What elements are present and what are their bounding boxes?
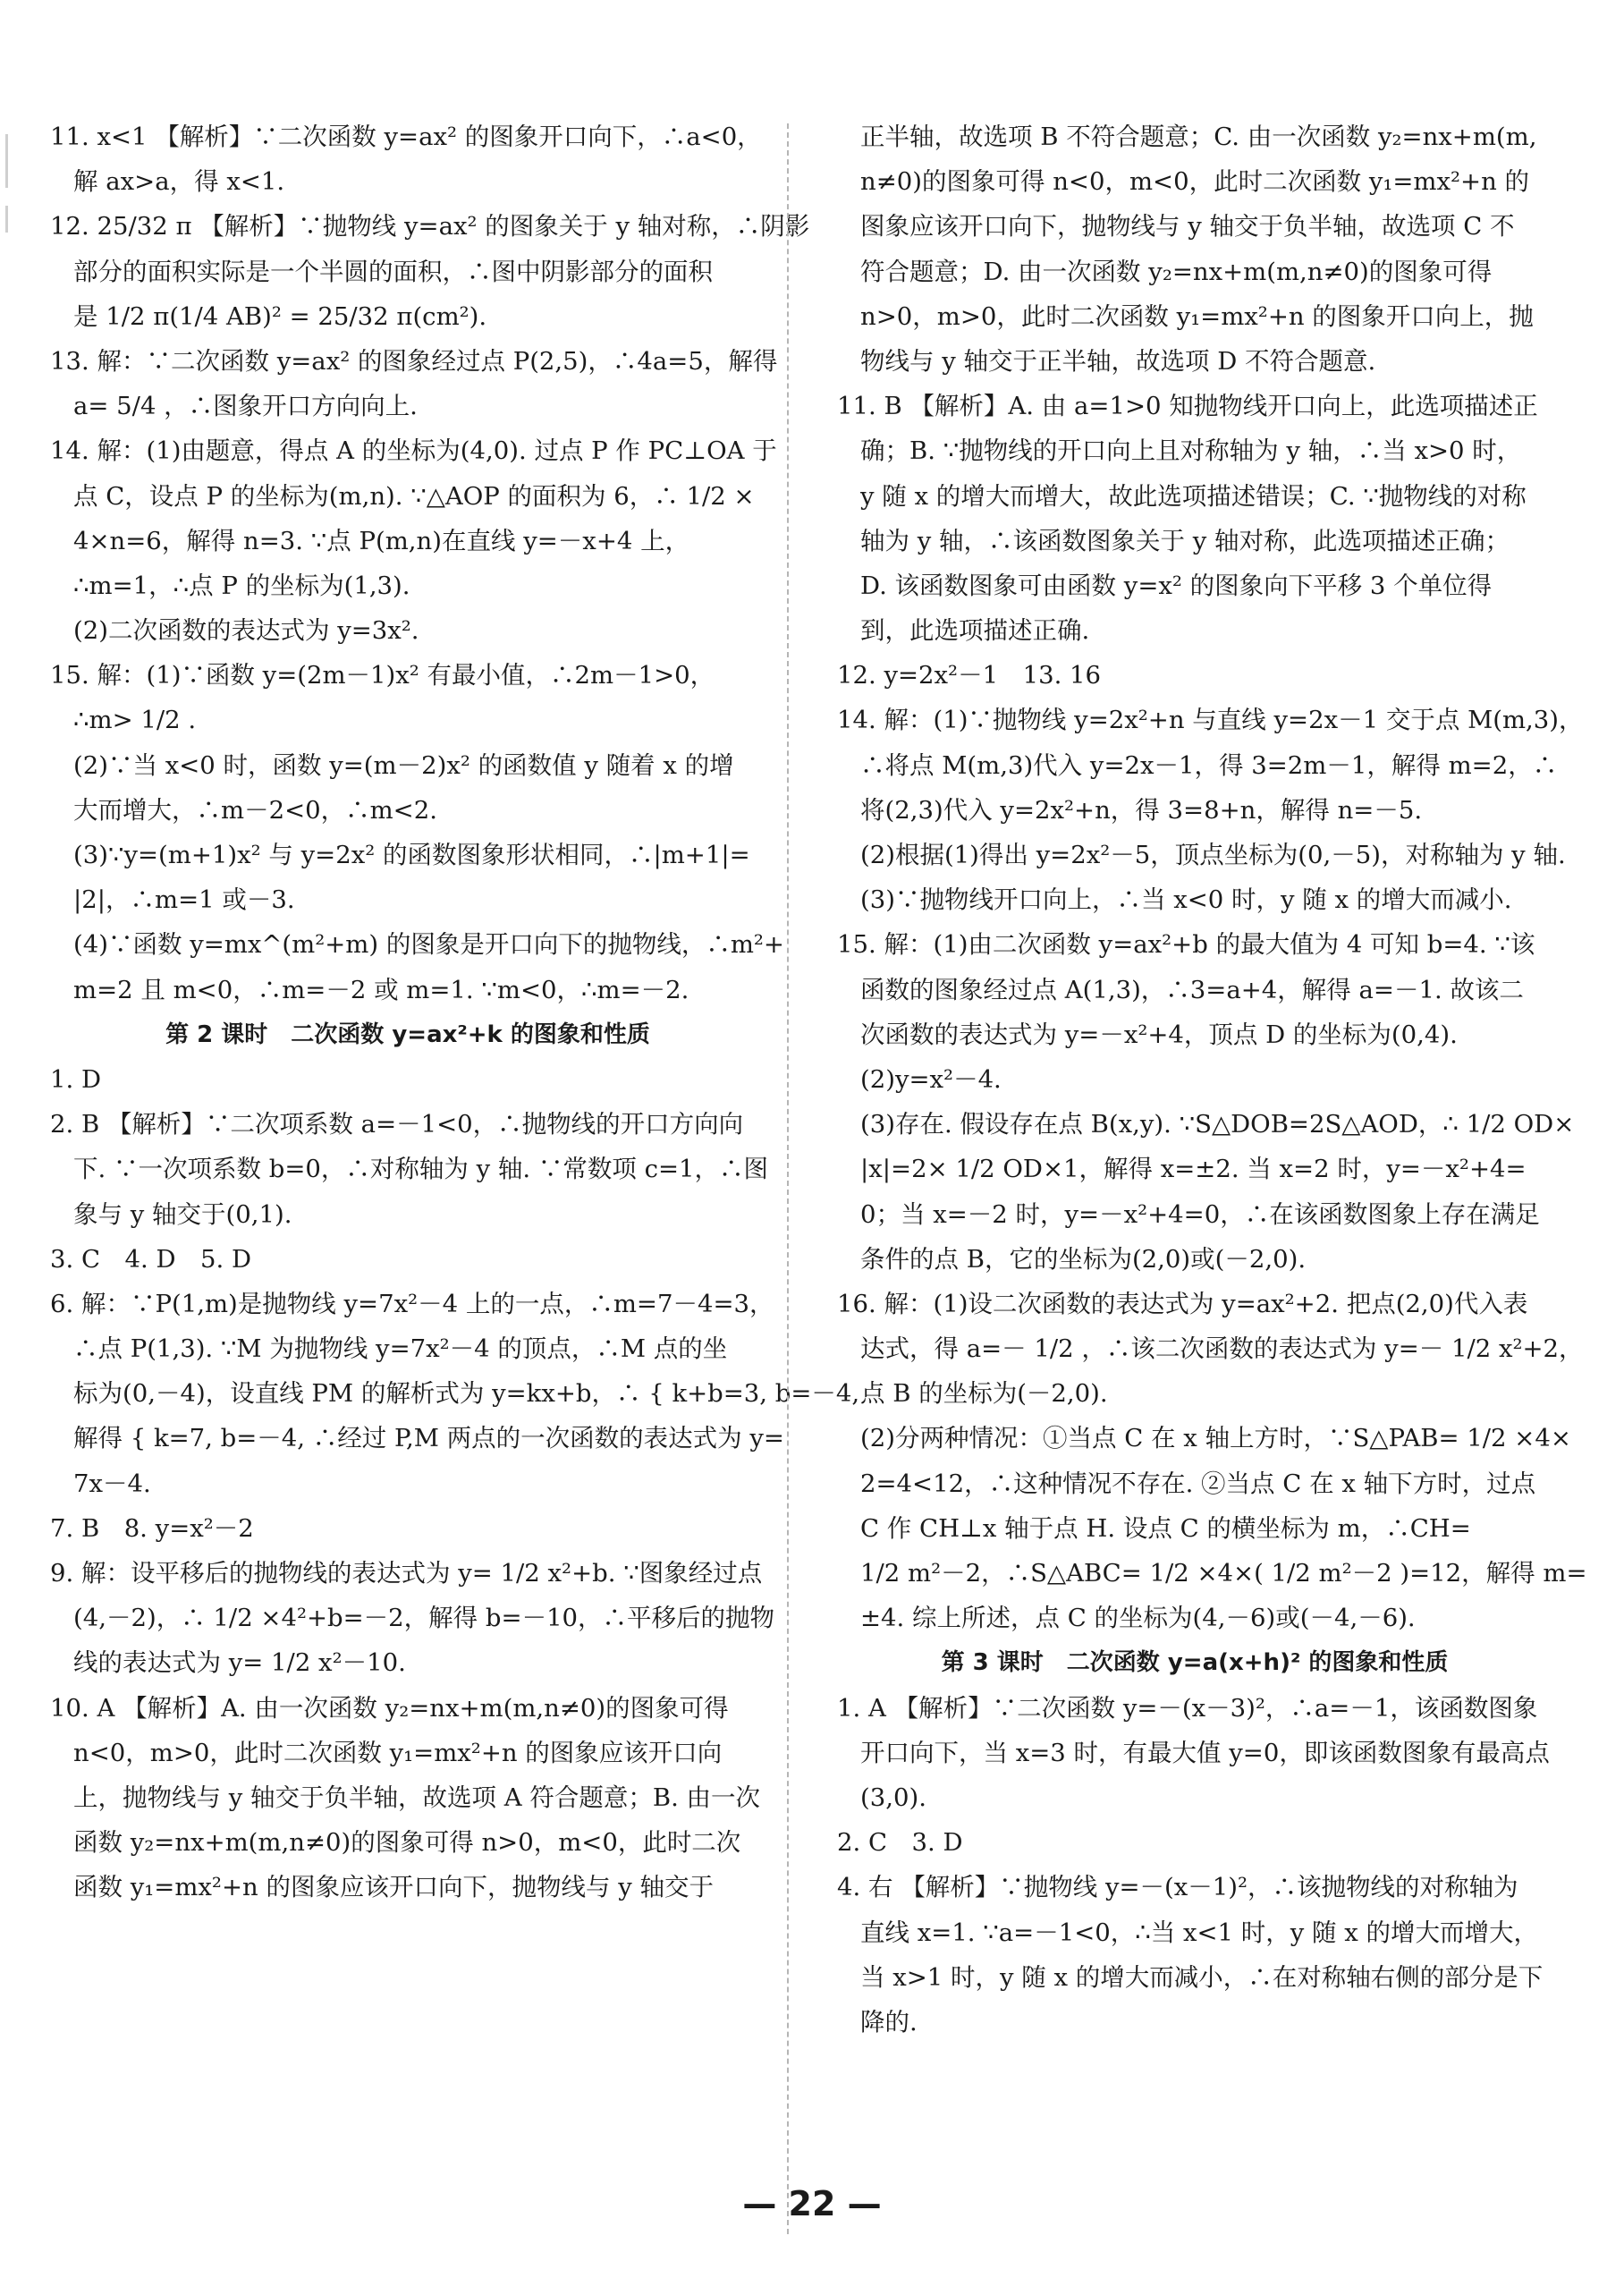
answer-line: (2)二次函数的表达式为 y=3x². — [73, 616, 419, 646]
answer-line: 16. 解：(1)设二次函数的表达式为 y=ax²+2. 把点(2,0)代入表 — [837, 1289, 1528, 1318]
answer-line: 13. 解：∵二次函数 y=ax² 的图象经过点 P(2,5)，∴4a=5，解得 — [50, 346, 778, 376]
answer-line: D. 该函数图象可由函数 y=x² 的图象向下平移 3 个单位得 — [860, 571, 1493, 600]
answer-line: 7. B 8. y=x²－2 — [50, 1513, 254, 1543]
answer-line: m=2 且 m<0，∴m=－2 或 m=1. ∵m<0，∴m=－2. — [73, 975, 689, 1004]
answer-line: (3)存在. 假设存在点 B(x,y). ∵S△DOB=2S△AOD，∴ 1/2 OD× — [860, 1110, 1575, 1139]
answer-line: 正半轴，故选项 B 不符合题意；C. 由一次函数 y₂=nx+m(m, — [860, 123, 1537, 151]
answer-line: 12. y=2x²－1 13. 16 — [837, 661, 1102, 690]
answer-line: 将(2,3)代入 y=2x²+n，得 3=8+n，解得 n=－5. — [860, 795, 1423, 825]
answer-line: (4,－2)，∴ 1/2 ×4²+b=－2，解得 b=－10，∴平移后的抛物 — [73, 1604, 775, 1633]
answer-line: (2)根据(1)得出 y=2x²－5，顶点坐标为(0,－5)，对称轴为 y 轴. — [860, 841, 1566, 869]
answer-line: 是 1/2 π(1/4 AB)² = 25/32 π(cm²). — [73, 301, 487, 331]
answer-line: 点 B 的坐标为(－2,0). — [860, 1379, 1108, 1409]
answer-line: 12. 25/32 π 【解析】∵抛物线 y=ax² 的图象关于 y 轴对称，∴阴影 — [50, 212, 810, 241]
answer-line: 11. x<1 【解析】∵二次函数 y=ax² 的图象开口向下，∴a<0， — [50, 123, 762, 151]
answer-line: 14. 解：(1)由题意，得点 A 的坐标为(4,0). 过点 P 作 PC⊥OA 于 — [50, 436, 777, 466]
answer-line: |x|=2× 1/2 OD×1，解得 x=±2. 当 x=2 时，y=－x²+4= — [860, 1155, 1527, 1184]
answer-line: ∴点 P(1,3). ∵M 为抛物线 y=7x²－4 的顶点，∴M 点的坐 — [73, 1334, 728, 1364]
answer-line: 4×n=6，解得 n=3. ∵点 P(m,n)在直线 y=－x+4 上， — [73, 526, 690, 555]
answer-line: 函数的图象经过点 A(1,3)，∴3=a+4，解得 a=－1. 故该二 — [860, 975, 1524, 1004]
answer-line: 大而增大，∴m－2<0，∴m<2. — [73, 795, 437, 825]
answer-line: 函数 y₁=mx²+n 的图象应该开口向下，抛物线与 y 轴交于 — [73, 1873, 714, 1902]
answer-line: 下. ∵一次项系数 b=0，∴对称轴为 y 轴. ∵常数项 c=1，∴图 — [73, 1155, 769, 1184]
answer-line: 1. D — [50, 1064, 102, 1094]
answer-line: 次函数的表达式为 y=－x²+4，顶点 D 的坐标为(0,4). — [860, 1020, 1458, 1049]
answer-line: 1. A 【解析】∵二次函数 y=－(x－3)²，∴a=－1，该函数图象 — [837, 1693, 1538, 1723]
answer-line: (2)∵当 x<0 时，函数 y=(m－2)x² 的函数值 y 随着 x 的增 — [73, 750, 734, 780]
answer-line: 线的表达式为 y= 1/2 x²－10. — [73, 1648, 406, 1678]
answer-line: 10. A 【解析】A. 由一次函数 y₂=nx+m(m,n≠0)的图象可得 — [50, 1693, 729, 1723]
page-number: — 22 — — [742, 2184, 882, 2223]
answer-line: 11. B 【解析】A. 由 a=1>0 知抛物线开口向上，此选项描述正 — [837, 392, 1538, 421]
answer-line: 直线 x=1. ∵a=－1<0，∴当 x<1 时，y 随 x 的增大而增大， — [860, 1918, 1539, 1947]
answer-line: 部分的面积实际是一个半圆的面积，∴图中阴影部分的面积 — [73, 257, 713, 286]
answer-line: 函数 y₂=nx+m(m,n≠0)的图象可得 n>0，m<0，此时二次 — [73, 1828, 741, 1858]
answer-line: ∴m> 1/2 . — [73, 706, 197, 735]
answer-line: 图象应该开口向下，抛物线与 y 轴交于负半轴，故选项 C 不 — [860, 212, 1515, 241]
answer-line: 14. 解：(1)∵抛物线 y=2x²+n 与直线 y=2x－1 交于点 M(m,3)， — [837, 706, 1584, 735]
answer-line: n<0，m>0，此时二次函数 y₁=mx²+n 的图象应该开口向 — [73, 1738, 723, 1767]
answer-line: n≠0)的图象可得 n<0，m<0，此时二次函数 y₁=mx²+n 的 — [860, 167, 1530, 197]
left-column — [50, 114, 860, 1910]
answer-line: (2)y=x²－4. — [860, 1064, 1002, 1094]
answer-line: 标为(0,－4)，设直线 PM 的解析式为 y=kx+b，∴ { k+b=3, b=－4, — [73, 1379, 860, 1409]
answer-line: 2. B 【解析】∵二次项系数 a=－1<0，∴抛物线的开口方向向 — [50, 1110, 744, 1139]
answer-line: n>0，m>0，此时二次函数 y₁=mx²+n 的图象开口向上，抛 — [860, 301, 1534, 331]
answer-line: 4. 右 【解析】∵抛物线 y=－(x－1)²，∴该抛物线的对称轴为 — [837, 1873, 1518, 1902]
answer-line: 0；当 x=－2 时，y=－x²+4=0，∴在该函数图象上存在满足 — [860, 1199, 1540, 1229]
answer-line: (3)∵y=(m+1)x² 与 y=2x² 的函数图象形状相同，∴|m+1|= — [73, 841, 750, 869]
answer-line: 6. 解：∵P(1,m)是抛物线 y=7x²－4 上的一点，∴m=7－4=3， — [50, 1289, 774, 1318]
answer-line: C 作 CH⊥x 轴于点 H. 设点 C 的横坐标为 m，∴CH= — [860, 1513, 1471, 1543]
section-heading: 第 3 课时 二次函数 y=a(x+h)² 的图象和性质 — [941, 1649, 1449, 1677]
answer-line: 1/2 m²－2，∴S△ABC= 1/2 ×4×( 1/2 m²－2 )=12，解得 m= — [860, 1559, 1587, 1588]
scan-edge-mark — [5, 206, 8, 233]
answer-line: 15. 解：(1)由二次函数 y=ax²+b 的最大值为 4 可知 b=4. ∵该 — [837, 930, 1535, 960]
answer-line: (2)分两种情况：①当点 C 在 x 轴上方时，∵S△PAB= 1/2 ×4× — [860, 1424, 1571, 1453]
section-heading: 第 2 课时 二次函数 y=ax²+k 的图象和性质 — [165, 1020, 650, 1048]
answer-line: 开口向下，当 x=3 时，有最大值 y=0，即该函数图象有最高点 — [860, 1738, 1550, 1767]
answer-line: 当 x>1 时，y 随 x 的增大而减小，∴在对称轴右侧的部分是下 — [860, 1962, 1544, 1992]
answer-line: |2|，∴m=1 或－3. — [73, 885, 295, 915]
answer-line: 到，此选项描述正确. — [860, 616, 1090, 646]
answer-line: 轴为 y 轴，∴该函数图象关于 y 轴对称，此选项描述正确； — [860, 526, 1510, 555]
answer-line: 解得 { k=7, b=－4, ∴经过 P,M 两点的一次函数的表达式为 y= — [73, 1424, 784, 1453]
answer-line: 物线与 y 轴交于正半轴，故选项 D 不符合题意. — [860, 346, 1376, 376]
answer-line: 解 ax>a，得 x<1. — [73, 167, 285, 197]
answer-line: 7x－4. — [73, 1469, 151, 1498]
answer-line: 2. C 3. D — [837, 1828, 963, 1858]
answer-line: 9. 解：设平移后的抛物线的表达式为 y= 1/2 x²+b. ∵图象经过点 — [50, 1559, 763, 1588]
answer-line: 符合题意；D. 由一次函数 y₂=nx+m(m,n≠0)的图象可得 — [860, 257, 1493, 286]
answer-line: (4)∵函数 y=mx^(m²+m) 的图象是开口向下的抛物线，∴m²+ — [73, 930, 784, 960]
answer-line: ±4. 综上所述，点 C 的坐标为(4,－6)或(－4,－6). — [860, 1604, 1416, 1633]
scan-edge-mark — [5, 134, 8, 188]
answer-line: 2=4<12，∴这种情况不存在. ②当点 C 在 x 轴下方时，过点 — [860, 1469, 1536, 1498]
answer-line: y 随 x 的增大而增大，故此选项描述错误；C. ∵抛物线的对称 — [860, 481, 1527, 511]
answer-line: ∴m=1，∴点 P 的坐标为(1,3). — [73, 571, 410, 600]
answer-line: 15. 解：(1)∵函数 y=(2m－1)x² 有最小值，∴2m－1>0， — [50, 661, 715, 690]
answer-line: 降的. — [860, 2007, 918, 2037]
answer-line: a= 5/4 ，∴图象开口方向向上. — [73, 392, 418, 421]
answer-line: 点 C，设点 P 的坐标为(m,n). ∵△AOP 的面积为 6，∴ 1/2 × — [73, 481, 755, 511]
right-column — [837, 114, 1587, 2045]
answer-line: (3,0). — [860, 1783, 926, 1812]
answer-line: ∴将点 M(m,3)代入 y=2x－1，得 3=2m－1，解得 m=2，∴ — [860, 750, 1558, 780]
answer-line: (3)∵抛物线开口向上，∴当 x<0 时，y 随 x 的增大而减小. — [860, 885, 1512, 915]
answer-line: 3. C 4. D 5. D — [50, 1244, 252, 1274]
column-divider — [787, 123, 789, 2234]
answer-line: 达式，得 a=－ 1/2 ，∴该二次函数的表达式为 y=－ 1/2 x²+2， — [860, 1334, 1584, 1364]
answer-line: 条件的点 B，它的坐标为(2,0)或(－2,0). — [860, 1244, 1307, 1274]
answer-line: 上，抛物线与 y 轴交于负半轴，故选项 A 符合题意；B. 由一次 — [73, 1783, 761, 1812]
answer-line: 象与 y 轴交于(0,1). — [73, 1199, 292, 1229]
answer-line: 确；B. ∵抛物线的开口向上且对称轴为 y 轴，∴当 x>0 时， — [860, 436, 1522, 466]
